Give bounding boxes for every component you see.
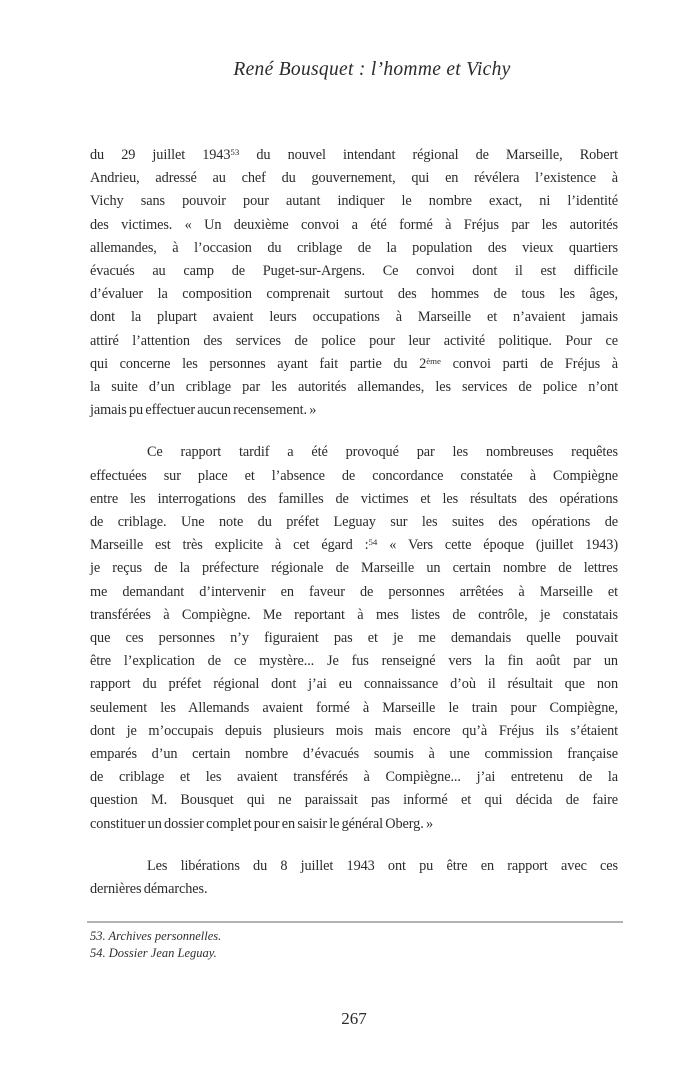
page-number: 267 — [341, 1009, 367, 1028]
text-line: allemandes, à l’occasion du criblage de la population des vieux quartiers — [90, 239, 618, 256]
text-line: me demandant d’intervenir en faveur de personnes arrêtées à Marseille et — [90, 583, 618, 600]
text-line: Vichy sans pouvoir pour autant indiquer le nombre exact, ni l’identité — [90, 193, 618, 210]
text-line: attiré l’attention des services de police pour leur activité politique. Pour ce — [90, 332, 618, 349]
paragraph — [90, 855, 618, 901]
text-line: dernières démarches. — [90, 881, 208, 898]
text-line: seulement les Allemands avaient formé à Marseille le train pour Compiègne, — [90, 699, 618, 716]
text-line: dont la plupart avaient leurs occupations à Marseille et n’avaient jamais — [90, 309, 618, 326]
text-line: emparés d’un certain nombre d’évacués soumis à une commission française — [90, 746, 618, 763]
text-line: Ce rapport tardif a été provoqué par les nombreuses requêtes — [147, 444, 618, 461]
text-line: d’évaluer la composition comprenait surtout des hommes de tous les âges, — [90, 286, 618, 303]
text-line: question M. Bousquet qui ne paraissait pas informé et qui décida de faire — [90, 792, 618, 809]
text-line: rapport du préfet régional dont j’ai eu connaissance d’où il résultait que non — [90, 676, 618, 693]
text-line: qui concerne les personnes ayant fait partie du 2ème convoi parti de Fréjus à — [90, 355, 618, 372]
text-line: Andrieu, adressé au chef du gouvernement, qui en révélera l’existence à — [90, 170, 618, 187]
text-line: Marseille est très explicite à cet égard :$^{54}$ « Vers cette époque (juillet 1943) — [90, 537, 618, 554]
body-text — [90, 144, 618, 901]
text-line: des victimes. « Un deuxième convoi a été formé à Fréjus par les autorités — [90, 216, 618, 233]
running-header-title: René Bousquet : l’homme et Vichy — [233, 59, 511, 80]
text-line: évacués au camp de Puget-sur-Argens. Ce convoi dont il est difficile — [90, 263, 618, 280]
text-line: je reçus de la préfecture régionale de Marseille un certain nombre de lettres — [90, 560, 618, 577]
paragraph — [90, 441, 618, 835]
text-line: de criblage et les avaient transférés à Compiègne... j’ai entretenu de la — [90, 769, 618, 786]
text-line: jamais pu effectuer aucun recensement. » — [90, 402, 317, 419]
text-line: être l’explication de ce mystère... Je fus renseigné vers la fin août par un — [90, 653, 618, 670]
text-line: Les libérations du 8 juillet 1943 ont pu être en rapport avec ces — [147, 857, 618, 874]
footnotes-section — [87, 921, 623, 962]
paragraph — [90, 144, 618, 422]
text-line: dont je m’occupais depuis plusieurs mois mais encore qu’à Fréjus ils s’étaient — [90, 722, 618, 739]
footnote-54: 54. Dossier Jean Leguay. — [90, 946, 217, 960]
text-line: entre les interrogations des familles de victimes et les résultats des opérations — [90, 490, 618, 507]
text-line: effectuées sur place et l’absence de concordance constatée à Compiègne — [90, 467, 618, 484]
text-line: que ces personnes n’y figuraient pas et je me demandais quelle pouvait — [90, 630, 618, 647]
text-line: la suite d’un criblage par les autorités allemandes, les services de police n’ont — [90, 379, 618, 396]
text-line: constituer un dossier complet pour en saisir le général Oberg. » — [90, 815, 434, 832]
text-line: du 29 juillet 1943$^{53}$ du nouvel intendant régional de Marseille, Robert — [90, 147, 619, 163]
footnote-divider — [87, 921, 623, 923]
footnote-53: 53. Archives personnelles. — [90, 929, 222, 943]
text-line: transférées à Compiègne. Me reportant à mes listes de contrôle, je constatais — [90, 606, 618, 623]
text-line: de criblage. Une note du préfet Leguay sur les suites des opérations de — [90, 514, 618, 531]
